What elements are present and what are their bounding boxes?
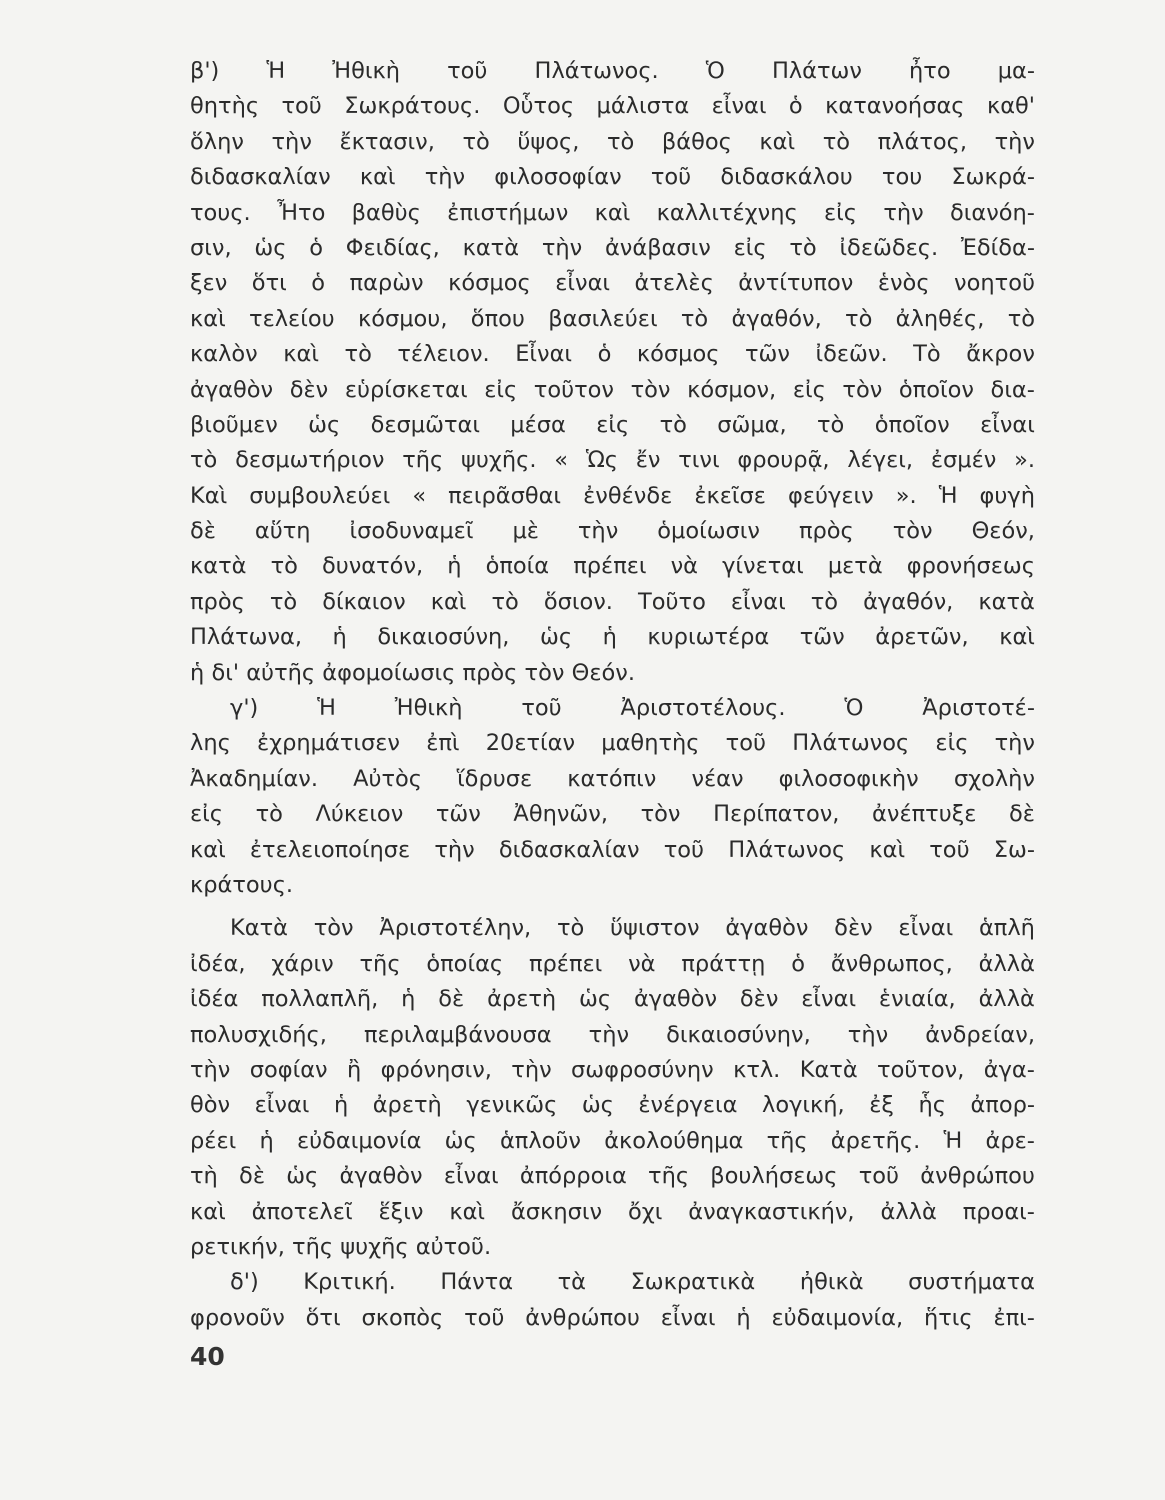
text-line: καὶ ἐτελειοποίησε τὴν διδασκαλίαν τοῦ Πλάτωνος καὶ τοῦ Σω-: [190, 836, 1035, 863]
text-line: ἡ δι' αὐτῆς ἀφομοίωσις πρὸς τὸν Θεόν.: [190, 659, 635, 686]
text-line: καὶ τελείου κόσμου, ὅπου βασιλεύει τὸ ἀγαθόν, τὸ ἀληθές, τὸ: [190, 305, 1035, 332]
text-line: ρέει ἡ εὐδαιμονία ὡς ἁπλοῦν ἀκολούθημα τῆς ἀρετῆς. Ἡ ἀρε-: [190, 1127, 1035, 1154]
text-line: τὴ δὲ ὡς ἀγαθὸν εἶναι ἀπόρροια τῆς βουλήσεως τοῦ ἀνθρώπου: [190, 1163, 1035, 1190]
text-line: γ') Ἡ Ἠθικὴ τοῦ Ἀριστοτέλους. Ὁ Ἀριστοτέ-: [230, 695, 1035, 722]
page-number: 40: [190, 1342, 225, 1371]
text-line: τους. Ἦτο βαθὺς ἐπιστήμων καὶ καλλιτέχνης εἰς τὴν διανόη-: [190, 199, 1035, 226]
text-line: ἀγαθὸν δὲν εὑρίσκεται εἰς τοῦτον τὸν κόσμον, εἰς τὸν ὁποῖον δια-: [190, 376, 1035, 403]
text-line: ξεν ὅτι ὁ παρὼν κόσμος εἶναι ἀτελὲς ἀντίτυπον ἑνὸς νοητοῦ: [190, 270, 1035, 297]
text-line: θητὴς τοῦ Σωκράτους. Οὗτος μάλιστα εἶναι ὁ κατανοήσας καθ': [190, 93, 1035, 120]
text-line: σιν, ὡς ὁ Φειδίας, κατὰ τὴν ἀνάβασιν εἰς τὸ ἰδεῶδες. Ἐδίδα-: [190, 234, 1035, 261]
text-line: Κατὰ τὸν Ἀριστοτέλην, τὸ ὕψιστον ἀγαθὸν δὲν εἶναι ἁπλῆ: [230, 915, 1035, 942]
text-line: δ') Κριτική. Πάντα τὰ Σωκρατικὰ ἠθικὰ συστήματα: [230, 1269, 1035, 1296]
text-line: κατὰ τὸ δυνατόν, ἡ ὁποία πρέπει νὰ γίνεται μετὰ φρονήσεως: [190, 553, 1035, 580]
text-line: Ἀκαδημίαν. Αὐτὸς ἵδρυσε κατόπιν νέαν φιλοσοφικὴν σχολὴν: [190, 765, 1035, 792]
text-line: τὴν σοφίαν ἢ φρόνησιν, τὴν σωφροσύνην κτλ. Κατὰ τοῦτον, ἀγα-: [190, 1056, 1035, 1083]
text-line: δὲ αὕτη ἰσοδυναμεῖ μὲ τὴν ὁμοίωσιν πρὸς τὸν Θεόν,: [190, 518, 1035, 545]
text-line: ὅλην τὴν ἔκτασιν, τὸ ὕψος, τὸ βάθος καὶ τὸ πλάτος, τὴν: [190, 128, 1035, 155]
text-line: ρετικήν, τῆς ψυχῆς αὐτοῦ.: [190, 1233, 492, 1260]
text-line: ἰδέα, χάριν τῆς ὁποίας πρέπει νὰ πράττῃ ὁ ἄνθρωπος, ἀλλὰ: [190, 950, 1035, 977]
text-line: Πλάτωνα, ἡ δικαιοσύνη, ὡς ἡ κυριωτέρα τῶν ἀρετῶν, καὶ: [190, 624, 1035, 651]
text-line: πολυσχιδής, περιλαμβάνουσα τὴν δικαιοσύνην, τὴν ἀνδρείαν,: [190, 1021, 1035, 1048]
text-line: καλὸν καὶ τὸ τέλειον. Εἶναι ὁ κόσμος τῶν ἰδεῶν. Τὸ ἄκρον: [190, 341, 1035, 368]
text-line: τὸ δεσμωτήριον τῆς ψυχῆς. « Ὡς ἔν τινι φρουρᾷ, λέγει, ἐσμέν ».: [190, 447, 1035, 474]
text-line: εἰς τὸ Λύκειον τῶν Ἀθηνῶν, τὸν Περίπατον, ἀνέπτυξε δὲ: [190, 801, 1035, 828]
text-line: β') Ἡ Ἠθικὴ τοῦ Πλάτωνος. Ὁ Πλάτων ἦτο μα-: [190, 58, 1035, 84]
text-line: καὶ ἀποτελεῖ ἕξιν καὶ ἄσκησιν ὄχι ἀναγκαστικήν, ἀλλὰ προαι-: [190, 1198, 1035, 1225]
text-line: διδασκαλίαν καὶ τὴν φιλοσοφίαν τοῦ διδασκάλου του Σωκρά-: [190, 164, 1035, 191]
text-line: κράτους.: [190, 871, 294, 898]
text-line: Καὶ συμβουλεύει « πειρᾶσθαι ἐνθένδε ἐκεῖσε φεύγειν ». Ἡ φυγὴ: [190, 482, 1035, 509]
text-line: ἰδέα πολλαπλῆ, ἡ δὲ ἀρετὴ ὡς ἀγαθὸν δὲν εἶναι ἑνιαία, ἀλλὰ: [190, 986, 1035, 1013]
text-line: πρὸς τὸ δίκαιον καὶ τὸ ὅσιον. Τοῦτο εἶναι τὸ ἀγαθόν, κατὰ: [190, 588, 1035, 615]
body-text: [190, 54, 1035, 1336]
text-line: θὸν εἶναι ἡ ἀρετὴ γενικῶς ὡς ἐνέργεια λογική, ἐξ ἧς ἀπορ-: [190, 1092, 1035, 1119]
text-line: βιοῦμεν ὡς δεσμῶται μέσα εἰς τὸ σῶμα, τὸ ὁποῖον εἶναι: [190, 411, 1035, 438]
text-line: λης ἐχρημάτισεν ἐπὶ 20ετίαν μαθητὴς τοῦ Πλάτωνος εἰς τὴν: [190, 730, 1035, 757]
text-line: φρονοῦν ὅτι σκοπὸς τοῦ ἀνθρώπου εἶναι ἡ εὐδαιμονία, ἥτις ἐπι-: [190, 1304, 1035, 1331]
